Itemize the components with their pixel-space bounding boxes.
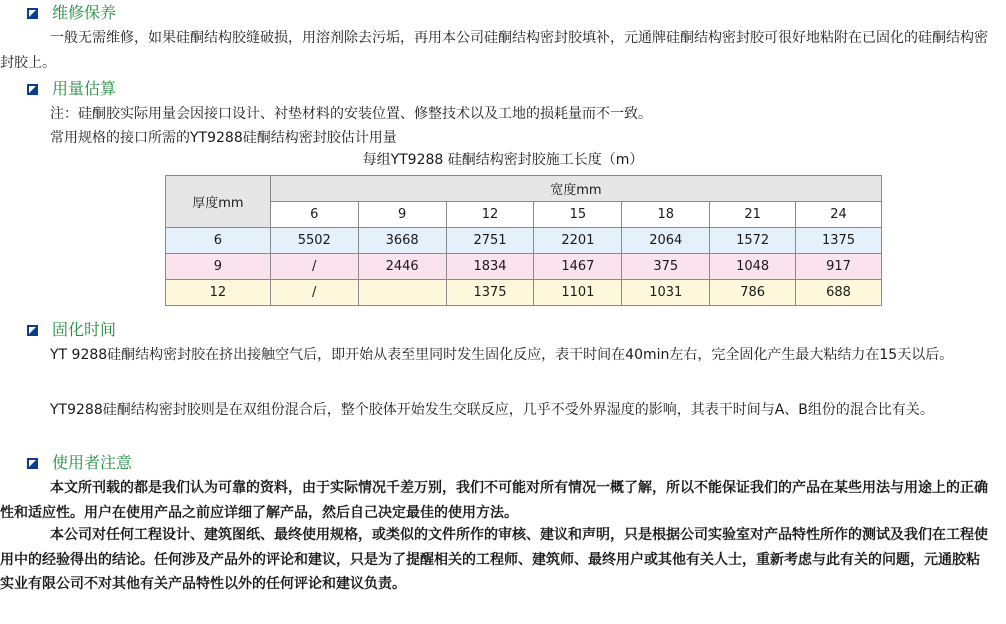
notice-paragraph-2 bbox=[0, 523, 990, 597]
usage-table bbox=[165, 175, 882, 306]
curing-text-2: YT9288硅酮结构密封胶则是在双组份混合后，整个胶体开始发生交联反应，几乎不受外界湿度的影响，其表干时间与A、B组份的混合比有关。 bbox=[50, 402, 934, 418]
section-heading-maintenance bbox=[0, 3, 116, 23]
thickness-cell: 9 bbox=[166, 254, 271, 280]
section-heading-usage bbox=[0, 79, 116, 99]
width-cell: 21 bbox=[710, 202, 796, 228]
value-cell: 786 bbox=[710, 280, 796, 306]
row-header-thickness: 厚度mm bbox=[166, 176, 271, 228]
square-bullet-icon bbox=[27, 8, 38, 19]
value-cell bbox=[358, 280, 446, 306]
value-cell: 1375 bbox=[796, 228, 882, 254]
usage-note: 注：硅酮胶实际用量会因接口设计、衬垫材料的安装位置、修整技术以及工地的损耗量而不一致。 bbox=[50, 106, 652, 122]
thickness-cell: 12 bbox=[166, 280, 271, 306]
section-title: 固化时间 bbox=[52, 320, 117, 339]
usage-intro: 常用规格的接口所需的YT9288硅酮结构密封胶估计用量 bbox=[50, 130, 397, 146]
value-cell: 1375 bbox=[446, 280, 534, 306]
square-bullet-icon bbox=[27, 458, 38, 469]
section-heading-curing bbox=[0, 320, 116, 340]
square-bullet-icon bbox=[27, 325, 38, 336]
thickness-cell: 6 bbox=[166, 228, 271, 254]
curing-text-1: YT 9288硅酮结构密封胶在挤出接触空气后，即开始从表至里同时发生固化反应，表干时间在40min左右，完全固化产生最大粘结力在15天以后。 bbox=[50, 347, 954, 363]
table-row bbox=[166, 280, 882, 306]
value-cell: 1467 bbox=[534, 254, 622, 280]
section-title: 用量估算 bbox=[52, 79, 117, 98]
value-cell: / bbox=[270, 254, 358, 280]
value-cell: 2201 bbox=[534, 228, 622, 254]
value-cell: 1048 bbox=[710, 254, 796, 280]
value-cell: 3668 bbox=[358, 228, 446, 254]
table-caption: 每组YT9288 硅酮结构密封胶施工长度（m） bbox=[362, 152, 644, 168]
col-header-width: 宽度mm bbox=[270, 176, 881, 202]
value-cell: 1834 bbox=[446, 254, 534, 280]
width-cell: 12 bbox=[446, 202, 534, 228]
notice-paragraph-1 bbox=[0, 476, 990, 525]
notice-text-1: 本文所刊载的都是我们认为可靠的资料，由于实际情况千差万别，我们不可能对所有情况一概了解，所以不能保证我们的产品在某些用法与用途上的正确性和适应性。用户在使用产品之前应详细了解产品，然后自己决定最佳的使用方法。 bbox=[0, 480, 988, 521]
table-row bbox=[166, 228, 882, 254]
width-cell: 24 bbox=[796, 202, 882, 228]
notice-text-2: 本公司对任何工程设计、建筑图纸、最终使用规格，或类似的文件所作的审核、建议和声明，只是根据公司实验室对产品特性所作的测试及我们在工程使用中的经验得出的结论。任何涉及产品外的评论和建议，只是为了提醒相关的工程师、建筑师、最终用户或其他有关人士，重新考虑与此有关的问题，元通胶粘实业有限公司不对其他有关产品特性以外的任何评论和建议负责。 bbox=[0, 527, 988, 592]
value-cell: 2064 bbox=[622, 228, 710, 254]
value-cell: / bbox=[270, 280, 358, 306]
curing-paragraph-2 bbox=[0, 398, 990, 423]
section-heading-notice bbox=[0, 453, 132, 473]
square-bullet-icon bbox=[27, 84, 38, 95]
width-cell: 6 bbox=[270, 202, 358, 228]
value-cell: 375 bbox=[622, 254, 710, 280]
width-cell: 18 bbox=[622, 202, 710, 228]
maintenance-paragraph bbox=[0, 26, 990, 75]
section-title: 维修保养 bbox=[52, 3, 117, 22]
value-cell: 688 bbox=[796, 280, 882, 306]
curing-paragraph-1 bbox=[0, 343, 990, 368]
value-cell: 5502 bbox=[270, 228, 358, 254]
value-cell: 1031 bbox=[622, 280, 710, 306]
maintenance-text: 一般无需维修，如果硅酮结构胶缝破损，用溶剂除去污垢，再用本公司硅酮结构密封胶填补，元通牌硅酮结构密封胶可很好地粘附在已固化的硅酮结构密封胶上。 bbox=[0, 30, 988, 71]
width-cell: 15 bbox=[534, 202, 622, 228]
width-cell: 9 bbox=[358, 202, 446, 228]
value-cell: 2751 bbox=[446, 228, 534, 254]
value-cell: 1101 bbox=[534, 280, 622, 306]
value-cell: 917 bbox=[796, 254, 882, 280]
value-cell: 2446 bbox=[358, 254, 446, 280]
value-cell: 1572 bbox=[710, 228, 796, 254]
table-row bbox=[166, 254, 882, 280]
section-title: 使用者注意 bbox=[52, 453, 133, 472]
